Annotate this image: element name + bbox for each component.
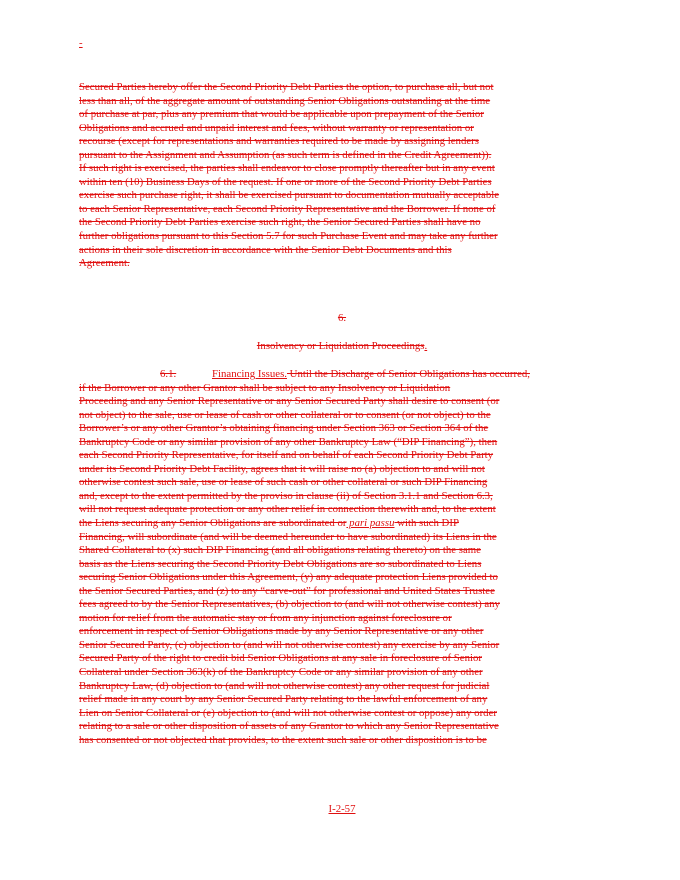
text-line: securing Senior Obligations under this Agreement, (y) any adequate protection Liens provided to <box>79 571 498 584</box>
text-line: Senior Secured Party, (c) objection to (and will not otherwise contest) any exercise by any Senior <box>79 638 500 651</box>
section-title-text: Insolvency or Liquidation Proceedings <box>256 340 425 352</box>
text-line: If such right is exercised, the parties shall endeavor to close promptly thereafter but in any event <box>79 162 495 175</box>
subsection-heading: Financing Issues. <box>212 368 287 380</box>
text-line: Proceeding and any Senior Representative or any Senior Secured Party shall desire to consent (or <box>79 395 500 408</box>
text-line: will not request adequate protection or any other relief in connection therewith and, to the extent <box>79 503 496 516</box>
page-footer: I-2-57 <box>328 803 356 815</box>
text-line: within ten (10) Business Days of the request. If one or more of the Second Priority Debt Parties <box>79 175 492 188</box>
text-line: Lien on Senior Collateral or (e) objection to (and will not otherwise contest or oppose) any order <box>79 706 497 719</box>
text-line: actions in their sole discretion in accordance with the Senior Debt Documents and this <box>79 243 452 256</box>
text-line: under its Second Priority Debt Facility, agrees that it will raise no (a) objection to and will not <box>79 462 485 475</box>
text-line: enforcement in respect of Senior Obligations made by any Senior Representative or any other <box>79 625 484 638</box>
text-line: Secured Parties hereby offer the Second Priority Debt Parties the option, to purchase all, but not <box>79 81 494 93</box>
paragraph-lines-b <box>79 531 605 748</box>
text-line: fees agreed to by the Senior Representatives, (b) objection to (and will not otherwise contest) any <box>79 598 500 611</box>
text-line: further obligations pursuant to this Section 5.7 for such Purchase Event and may take any further <box>79 230 498 243</box>
text-line: Secured Party of the right to credit bid Senior Obligations at any sale in foreclosure of Senior <box>79 652 482 665</box>
text-line: relief made in any court by any Senior Secured Party relating to the lawful enforcement of any <box>79 693 488 706</box>
text-line: each Second Priority Representative, for itself and on behalf of each Second Priority Debt Party <box>79 449 494 462</box>
text-line: to each Senior Representative, each Second Priority Representative and the Borrower. If none of <box>79 202 496 215</box>
text-line: Bankruptcy Law, (d) objection to (and will not otherwise contest) any other request for judicial <box>79 679 490 692</box>
text-line: relating to a sale or other disposition of assets of any Grantor to which any Senior Representative <box>79 720 499 733</box>
text-line: motion for relief from the automatic stay or from any injunction against foreclosure or <box>79 611 452 624</box>
text-line: otherwise contest such sale, use or lease of such cash or other collateral or such DIP Financing <box>79 476 488 489</box>
subsection-first-line: 6.1. Financing Issues. Until the Discharge of Senior Obligations has occurred, <box>160 368 530 380</box>
section-number: 6. <box>337 312 347 324</box>
revision-mark: - <box>79 37 83 49</box>
text-line: has consented or not objected that provides, to the extent such sale or other disposition is to be <box>79 733 487 746</box>
text-line: Borrower’s or any other Grantor’s obtaining financing under Section 363 or Section 364 of the <box>79 422 489 435</box>
text-line: Shared Collateral to (x) such DIP Financing (and all obligations relating thereto) on the same <box>79 544 481 557</box>
text-line: not object) to the sale, use or lease of cash or other collateral or to consent (or not object) to the <box>79 408 491 421</box>
text-line: and, except to the extent permitted by the proviso in clause (ii) of Section 3.1.1 and Section 6.3, <box>79 489 493 502</box>
text-line: of purchase at par, plus any premium that would be applicable upon prepayment of the Senior <box>79 108 484 121</box>
text-line: Agreement. <box>79 257 130 270</box>
text-line: basis as the Liens securing the Second Priority Debt Obligations are so subordinated to Liens <box>79 557 482 570</box>
text-line: if the Borrower or any other Grantor shall be subject to any Insolvency or Liquidation <box>79 381 451 394</box>
text-line: Obligations and accrued and unpaid interest and fees, without warranty or representation or <box>79 121 474 134</box>
text-line: pursuant to the Assignment and Assumption (as such term is defined in the Credit Agreement)). <box>79 148 492 161</box>
section-title: Insolvency or Liquidation Proceedings. <box>256 340 428 352</box>
subsection-number: 6.1. <box>160 368 177 380</box>
text-line: Bankruptcy Code or any similar provision of any other Bankruptcy Law (“DIP Financing”), then <box>79 435 498 448</box>
text-line: less than all, of the aggregate amount of outstanding Senior Obligations outstanding at the time <box>79 94 491 107</box>
text-line: recourse (except for representations and warranties required to be made by assigning lenders <box>79 135 479 148</box>
text-line: Financing, will subordinate (and will be deemed hereunder to have subordinated) its Liens in the <box>79 530 497 543</box>
text-line: the Second Priority Debt Parties exercise such right, the Senior Secured Parties shall have no <box>79 216 481 229</box>
paragraph-section-6-1 <box>79 368 605 747</box>
text-line: Collateral under Section 363(k) of the Bankruptcy Code or any similar provision of any other <box>79 666 483 679</box>
paragraph-lines-a <box>79 382 605 517</box>
pari-passu-line: the Liens securing any Senior Obligations are subordinated or pari passu with such DIP <box>79 517 459 530</box>
text-line: exercise such purchase right, it shall be exercised pursuant to documentation mutually acceptable <box>79 189 500 202</box>
paragraph-section-5-7-end <box>79 81 605 271</box>
text-line: the Senior Secured Parties, and (z) to any “carve-out” for professional and United States Trustee <box>79 584 495 597</box>
